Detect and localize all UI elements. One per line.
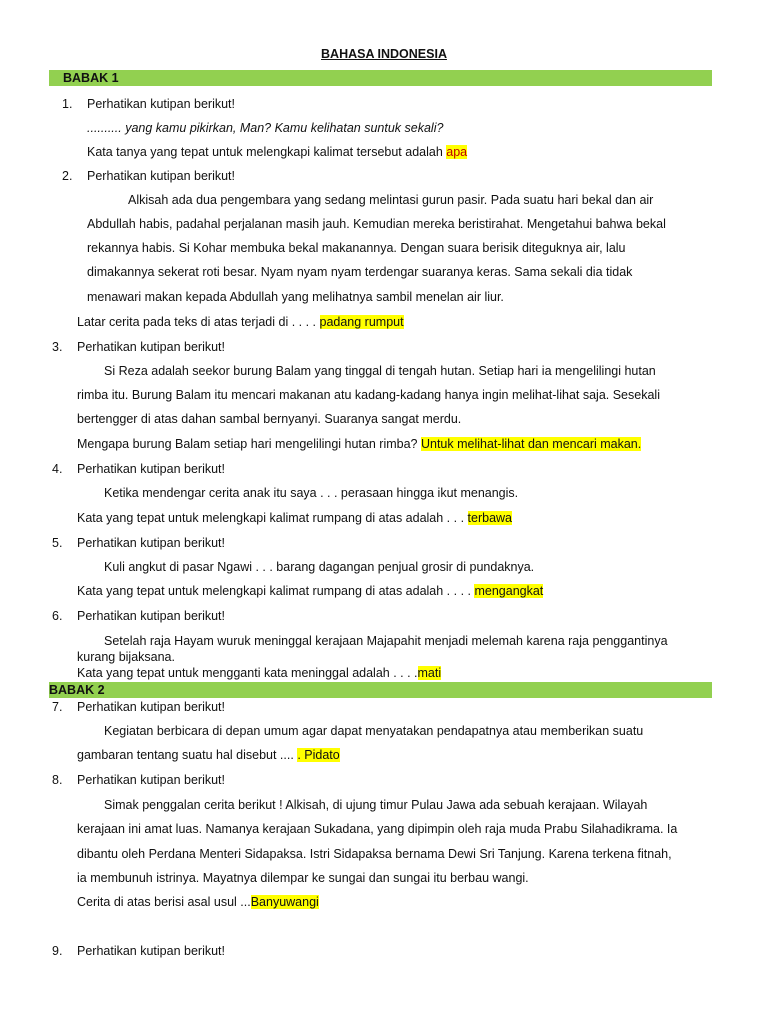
passage-line: bertengger di atas dahan sambal bernyanyi. Suaranya sangat merdu. [77, 412, 462, 426]
passage-line: Alkisah ada dua pengembara yang sedang melintasi gurun pasir. Pada suatu hari bekal dan air [128, 193, 654, 207]
passage-line: dibantu oleh Perdana Menteri Sidapaksa. Istri Sidapaksa bernama Dewi Sri Tanjung. Karena terkena fitnah, [77, 847, 672, 861]
answer-highlight: Banyuwangi [250, 895, 319, 909]
section-header-babak-2 [49, 682, 712, 698]
answer-highlight: . Pidato [297, 748, 340, 762]
passage-line: Simak penggalan cerita berikut ! Alkisah, di ujung timur Pulau Jawa ada sebuah kerajaan. Wilayah [104, 798, 648, 812]
passage-line: Si Reza adalah seekor burung Balam yang tinggal di tengah hutan. Setiap hari ia mengelilingi hutan [104, 364, 656, 378]
question-prompt: Perhatikan kutipan berikut! [77, 462, 226, 476]
passage-line: menawari makan kepada Abdullah yang melihatnya sambil menelan air liur. [87, 290, 504, 304]
question-text [77, 665, 441, 681]
question-sentence: Kata yang tepat untuk melengkapi kalimat rumpang di atas adalah . . . [77, 511, 465, 525]
question-text [77, 747, 340, 763]
passage-line: kurang bijaksana. [77, 650, 175, 664]
question-sentence: Latar cerita pada teks di atas terjadi di . . . . [77, 315, 317, 329]
question-prompt: Perhatikan kutipan berikut! [87, 169, 236, 183]
passage-line: ia membunuh istrinya. Mayatnya dilempar ke sungai dan sungai itu berbau wangi. [77, 871, 529, 885]
question-prompt: Perhatikan kutipan berikut! [87, 97, 236, 111]
question-sentence: Cerita di atas berisi asal usul ... [77, 895, 251, 909]
passage-line: Kegiatan berbicara di depan umum agar dapat menyatakan pendapatnya atau memberikan suatu [104, 724, 644, 738]
question-number: 8. [52, 773, 63, 787]
passage-line: rekannya habis. Si Kohar membuka bekal makanannya. Dengan suara berisik diteguknya air, lalu [87, 241, 626, 255]
question-prompt: Perhatikan kutipan berikut! [77, 944, 226, 958]
question-prompt: Perhatikan kutipan berikut! [77, 609, 226, 623]
answer-highlight: mati [417, 666, 442, 680]
question-quote: Kuli angkut di pasar Ngawi . . . barang dagangan penjual grosir di pundaknya. [104, 560, 535, 574]
question-text [77, 894, 319, 910]
question-text [77, 314, 404, 330]
question-prompt: Perhatikan kutipan berikut! [77, 340, 226, 354]
question-prompt: Perhatikan kutipan berikut! [77, 536, 226, 550]
passage-line: Setelah raja Hayam wuruk meninggal kerajaan Majapahit menjadi melemah karena raja penggantinya [104, 634, 668, 648]
question-text [77, 510, 512, 526]
question-quote: .......... yang kamu pikirkan, Man? Kamu kelihatan suntuk sekali? [87, 121, 444, 135]
question-number: 7. [52, 700, 63, 714]
document-title: BAHASA INDONESIA [321, 47, 447, 61]
question-text [87, 144, 467, 160]
answer-highlight: apa [446, 145, 468, 159]
answer-highlight: padang rumput [319, 315, 404, 329]
passage-line: kerajaan ini amat luas. Namanya kerajaan Sukadana, yang dipimpin oleh raja muda Prabu Silahadikrama. Ia [77, 822, 678, 836]
question-sentence: Kata tanya yang tepat untuk melengkapi kalimat tersebut adalah [87, 145, 443, 159]
question-prompt: Perhatikan kutipan berikut! [77, 773, 226, 787]
section-label: BABAK 1 [63, 71, 119, 85]
question-sentence: Kata yang tepat untuk mengganti kata meninggal adalah . . . . [77, 666, 418, 680]
question-number: 1. [62, 97, 73, 111]
question-number: 6. [52, 609, 63, 623]
question-number: 3. [52, 340, 63, 354]
answer-highlight: terbawa [467, 511, 513, 525]
question-quote: Ketika mendengar cerita anak itu saya . . . perasaan hingga ikut menangis. [104, 486, 519, 500]
question-sentence: Mengapa burung Balam setiap hari mengelilingi hutan rimba? [77, 437, 418, 451]
passage-line: Abdullah habis, padahal perjalanan masih jauh. Kemudian mereka beristirahat. Mengetahui bahwa bekal [87, 217, 666, 231]
question-number: 2. [62, 169, 73, 183]
question-number: 4. [52, 462, 63, 476]
question-text [77, 436, 641, 452]
passage-line: gambaran tentang suatu hal disebut .... [77, 748, 294, 762]
answer-highlight: mengangkat [474, 584, 544, 598]
question-sentence: Kata yang tepat untuk melengkapi kalimat rumpang di atas adalah . . . . [77, 584, 471, 598]
question-prompt: Perhatikan kutipan berikut! [77, 700, 226, 714]
answer-highlight: Untuk melihat-lihat dan mencari makan. [420, 437, 642, 451]
question-number: 9. [52, 944, 63, 958]
passage-line: rimba itu. Burung Balam itu mencari makanan atu kadang-kadang hanya ingin melihat-lihat saja. Sesekali [77, 388, 660, 402]
passage-line: dimakannya sekerat roti besar. Nyam nyam nyam terdengar suaranya keras. Sama sekali dia tidak [87, 265, 633, 279]
question-text [77, 583, 543, 599]
section-header-babak-1 [49, 70, 712, 86]
section-label: BABAK 2 [49, 683, 105, 697]
question-number: 5. [52, 536, 63, 550]
